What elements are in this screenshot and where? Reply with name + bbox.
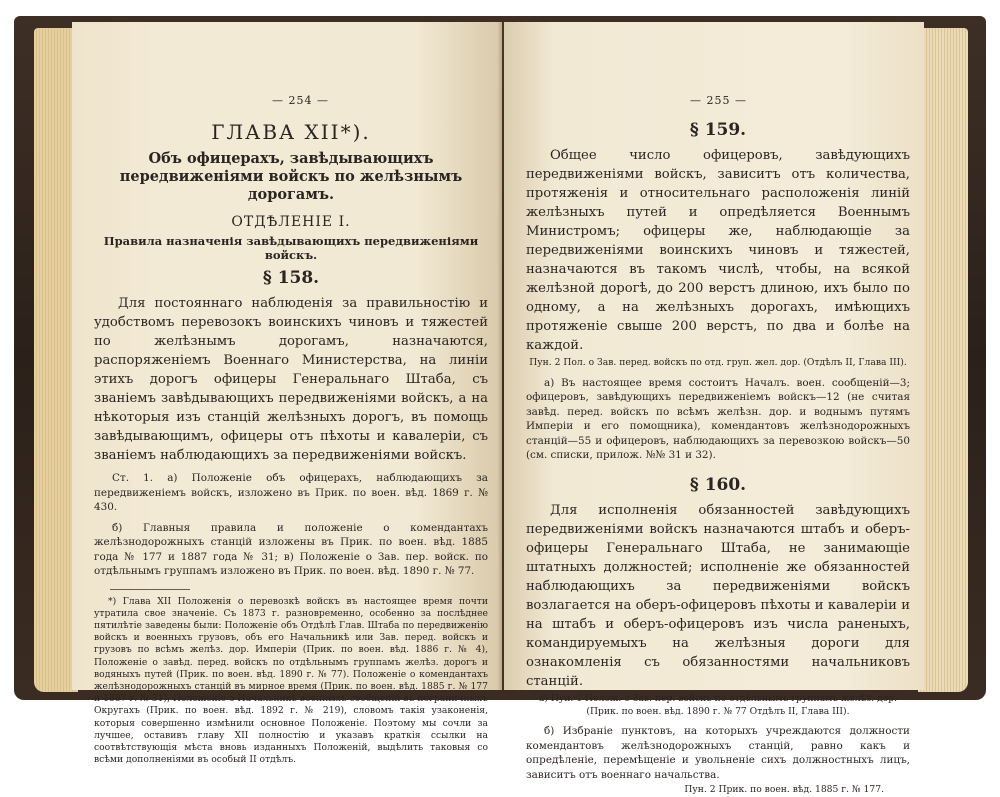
right-page bbox=[504, 22, 924, 796]
section-160-reference: а) Пун. 1 Полож. о Зав. пер. войскъ по отдѣльнымъ группамъ желѣз. дор. (Прик. по воен. вѣд. 1890 г. № 77 Отдѣлъ II, Глава III). bbox=[538, 692, 898, 717]
section-160-note: б) Избраніе пунктовъ, на которыхъ учреждаются должности комендантовъ желѣзнодорожныхъ станцій, равно какъ и опредѣленіе, перемѣщеніе и увольненіе сихъ должностныхъ лицъ, зависитъ отъ военнаго начальства. bbox=[526, 725, 910, 781]
section-158-text: Для постояннаго наблюденія за правильностію и удобствомъ перевозокъ воинскихъ чиновъ и тяжестей по желѣзнымъ дорогамъ, назначаются, распоряженіемъ Военнаго Министерства, на линіи этихъ дорогъ офицеры Генеральнаго Штаба, съ званіемъ завѣдывающихъ передвиженіями войскъ, а на нѣкоторыя изъ станцій желѣзныхъ дорогъ, въ помощь завѣдывающимъ, офицеры отъ пѣхоты и кавалеріи, съ званіемъ наблюдающихъ за передвиженіями войскъ. bbox=[94, 296, 488, 463]
chapter-title: ГЛАВА XII*). bbox=[211, 120, 371, 144]
section-159-note: а) Въ настоящее время состоитъ Началъ. воен. сообщеній—3; офицеровъ, завѣдующихъ передвиженіемъ войскъ—12 (не считая завѣд. перед. войскъ по всѣмъ желѣзн. дор. и воднымъ путямъ Имперіи и его помощника), комендантовъ желѣзнодорожныхъ станцій—55 и офицеровъ, наблюдающихъ за перевозкою войскъ—50 (см. списки, прилож. №№ 31 и 32). bbox=[526, 376, 910, 462]
section-160-reference-2: Пун. 2 Прик. по воен. вѣд. 1885 г. № 177. bbox=[684, 784, 884, 796]
left-page bbox=[72, 22, 502, 766]
rules-heading: Правила назначенія завѣдывающихъ передвиженіями войскъ. bbox=[103, 234, 479, 262]
section-160-number: § 160. bbox=[689, 474, 747, 495]
section-158-note-b: б) Главныя правила и положеніе о комендантахъ желѣзнодорожныхъ станцій изложены въ Прик. по воен. вѣд. 1885 года № 177 и 1887 года № 31; в) Положеніе о Зав. пер. войск. по отдѣльнымъ группамъ изложено въ Прик. по воен. вѣд. 1890 г. № 77. bbox=[94, 521, 488, 577]
chapter-subtitle: Объ офицерахъ, завѣдывающихъ передвиженіями войскъ по желѣзнымъ дорогамъ. bbox=[119, 150, 463, 203]
section-159-number: § 159. bbox=[689, 120, 747, 140]
footnote: *) Глава XII Положенія о перевозкѣ войскъ въ настоящее время почти утратила свое значеніе. Съ 1873 г. разновременно, особенно за послѣднее пятилѣтіе заведены были: Положеніе объ Отдѣлѣ Глав. Штаба по передвиженію войскъ и военныхъ грузовъ, объ его Начальникѣ или Зав. перед. войскъ и грузовъ по всѣмъ желѣз. дор. Имперіи (Прик. по воен. вѣд. 1886 г. № 4), Положеніе о завѣд. перед. войскъ по отдѣльнымъ группамъ желѣз. дорогъ и водяныхъ путей (Прик. по воен. вѣд. 1890 г. № 77). Положеніе о комендантахъ желѣзнодорожныхъ станцій въ мирное время (Прик. по воен. вѣд. 1885 г. № 177 и 1887 г. № 31), Положеніе о Начальникѣ военныхъ сообщеній въ пограничныхъ Округахъ (Прик. по воен. вѣд. 1892 г. № 219), словомъ такія узаконенія, которыя совершенно измѣнили основное Положеніе. Поэтому мы сочли за лучшее, оставивъ главу XII полностію и указавъ краткія ссылки на соотвѣтствующія мѣста вновь изданныхъ Положеній, выдѣлить таковыя со всѣми дополненіями въ особый II отдѣлъ. bbox=[94, 595, 488, 766]
open-book bbox=[14, 10, 986, 796]
footnote-divider bbox=[110, 589, 190, 590]
section-160-text: Для исполненія обязанностей завѣдующихъ передвиженіями войскъ назначаются штабъ и оберъ-офицеры Генеральнаго Штаба, не занимающіе штатныхъ должностей; исполненіе же обязанностей наблюдающихъ за передвиженіями войскъ возлагается на оберъ-офицеровъ пѣхоты и кавалеріи и на штабъ и оберъ-офицеровъ изъ числа раненыхъ, командируемыхъ на желѣзныя дороги для ознакомленія съ обязанностями начальниковъ станцій. bbox=[526, 502, 910, 689]
department-heading: ОТДѢЛЕНІЕ I. bbox=[231, 214, 351, 230]
page-number-right: — 255 — bbox=[690, 94, 747, 107]
page-number-left: — 254 — bbox=[272, 94, 329, 107]
page-edges-right bbox=[918, 28, 968, 692]
section-158-number: § 158. bbox=[262, 268, 320, 288]
section-159-text: Общее число офицеровъ, завѣдующихъ передвиженіями войскъ, зависитъ отъ количества, протяженія и относительнаго расположенія линій желѣзныхъ путей и опредѣляется Военнымъ Министромъ; офицеры же, наблюдающіе за передвиженіями воинскихъ чиновъ и тяжестей, назначаются въ такомъ числѣ, чтобы, на всякой желѣзной дорогѣ, до 200 верстъ длиною, ихъ было по одному, а на желѣзныхъ дорогахъ, имѣющихъ протяженіе свыше 200 верстъ, по два и болѣе на каждой. bbox=[526, 148, 910, 353]
section-158-note-a: Ст. 1. а) Положеніе объ офицерахъ, наблюдающихъ за передвиженіемъ войскъ, изложено въ Прик. по воен. вѣд. 1869 г. № 430. bbox=[94, 472, 488, 513]
section-159-reference: Пун. 2 Пол. о Зав. перед. войскъ по отд. груп. жел. дор. (Отдѣлъ II, Глава III). bbox=[529, 357, 907, 368]
